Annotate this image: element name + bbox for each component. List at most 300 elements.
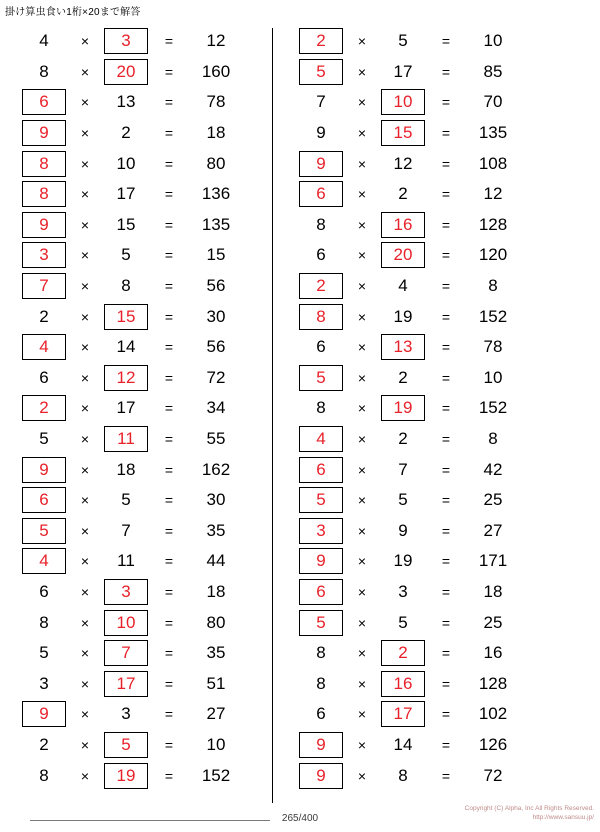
product-value: 35 [206,520,226,540]
operand-a [295,151,347,177]
multiply-icon: × [357,583,367,600]
answer-box[interactable]: 4 [22,334,66,360]
multiply-icon: × [357,155,367,172]
problem-row [295,271,539,302]
operand-a-value: 7 [316,92,326,112]
operand-b [100,242,152,268]
operand-b [100,28,152,54]
operand-b-value: 15 [116,214,136,234]
equals-icon: = [441,125,451,142]
operand-b-value: 5 [398,490,408,510]
operand-a [295,579,347,605]
equals-icon: = [441,736,451,753]
operand-b-value: 3 [398,581,408,601]
answer-box[interactable]: 3 [22,242,66,268]
equals-icon: = [164,186,174,203]
problem-row [295,210,539,241]
equals-icon: = [441,675,451,692]
answer-box[interactable]: 5 [299,59,343,85]
product-value: 27 [483,520,503,540]
problem-row [18,26,266,57]
operand-b [377,610,429,636]
multiply-icon: × [80,675,90,692]
answer-box[interactable]: 9 [299,732,343,758]
copyright-line-1: Copyright (C) Alpha, Inc All Rights Reserved. [464,805,594,812]
operand-b [100,487,152,513]
multiply-icon: × [80,431,90,448]
operand-b [377,212,429,238]
operand-a-value: 8 [316,643,326,663]
answer-box[interactable]: 7 [104,640,148,666]
problem-row [295,57,539,88]
multiply-icon: × [80,369,90,386]
answer-box[interactable]: 5 [104,732,148,758]
equals-icon: = [441,400,451,417]
operand-a [18,334,70,360]
product-value: 8 [488,429,498,449]
problem-row [295,301,539,332]
multiply-icon: × [80,339,90,356]
operand-b [377,548,429,574]
answer-box[interactable]: 19 [104,763,148,789]
answer-box[interactable]: 2 [299,273,343,299]
operand-b-value: 5 [121,490,131,510]
multiply-icon: × [357,94,367,111]
answer-box[interactable]: 3 [104,28,148,54]
problem-row [18,179,266,210]
product-value: 27 [206,704,226,724]
multiply-icon: × [80,492,90,509]
operand-a [295,334,347,360]
operand-a [295,763,347,789]
problem-row [295,516,539,547]
answer-box[interactable]: 5 [299,610,343,636]
operand-a [18,28,70,54]
problem-row [295,424,539,455]
operand-b [377,89,429,115]
equals-icon: = [441,94,451,111]
answer-box[interactable]: 2 [22,395,66,421]
problem-row [295,760,539,791]
answer-box[interactable]: 15 [381,120,425,146]
operand-b [377,701,429,727]
problem-row [295,668,539,699]
problem-row [295,148,539,179]
multiply-icon: × [80,247,90,264]
answer-box[interactable]: 9 [22,457,66,483]
multiply-icon: × [357,125,367,142]
answer-box[interactable]: 19 [381,395,425,421]
product-value: 25 [483,490,503,510]
answer-box[interactable]: 5 [299,487,343,513]
operand-a-value: 8 [39,61,49,81]
product-value: 51 [206,673,226,693]
problem-row [18,454,266,485]
multiply-icon: × [357,247,367,264]
answer-box[interactable]: 10 [104,610,148,636]
multiply-icon: × [80,278,90,295]
operand-a [18,426,70,452]
operand-b [100,304,152,330]
product-value: 72 [206,367,226,387]
operand-b-value: 5 [398,612,408,632]
equals-icon: = [441,431,451,448]
operand-a [18,59,70,85]
operand-b-value: 8 [398,765,408,785]
answer-box[interactable]: 9 [22,701,66,727]
product-value: 136 [201,184,231,204]
operand-a-value: 5 [39,643,49,663]
problem-row [295,179,539,210]
multiply-icon: × [80,400,90,417]
operand-b [377,487,429,513]
equals-icon: = [441,308,451,325]
problem-row [18,516,266,547]
problem-row [18,301,266,332]
problem-row [295,393,539,424]
operand-b [100,273,152,299]
equals-icon: = [441,63,451,80]
operand-b [377,732,429,758]
operand-b [100,212,152,238]
operand-b [100,640,152,666]
problem-row [18,118,266,149]
problem-row [295,240,539,271]
operand-a [295,120,347,146]
operand-b [100,518,152,544]
answer-box[interactable]: 2 [299,28,343,54]
operand-b [377,457,429,483]
equals-icon: = [441,645,451,662]
product-value: 152 [478,306,508,326]
operand-b-value: 19 [393,306,413,326]
operand-a [18,273,70,299]
answer-box[interactable]: 6 [299,181,343,207]
equals-icon: = [164,767,174,784]
equals-icon: = [441,553,451,570]
problem-row [18,363,266,394]
operand-a [295,457,347,483]
operand-b [377,120,429,146]
product-value: 12 [206,31,226,51]
equals-icon: = [441,155,451,172]
multiply-icon: × [357,645,367,662]
operand-a [295,701,347,727]
answer-box[interactable]: 3 [299,518,343,544]
operand-b [100,610,152,636]
operand-b-value: 7 [398,459,408,479]
operand-b [100,763,152,789]
operand-b-value: 14 [116,337,136,357]
operand-b-value: 2 [398,184,408,204]
problem-row [295,730,539,761]
equals-icon: = [164,461,174,478]
operand-a-value: 5 [39,429,49,449]
multiply-icon: × [357,492,367,509]
operand-b [100,395,152,421]
operand-a-value: 6 [316,337,326,357]
answer-box[interactable]: 20 [104,59,148,85]
operand-a [295,242,347,268]
multiply-icon: × [80,767,90,784]
equals-icon: = [164,369,174,386]
operand-a [18,732,70,758]
answer-box[interactable]: 17 [381,701,425,727]
operand-b [100,671,152,697]
answer-box[interactable]: 9 [299,763,343,789]
equals-icon: = [441,186,451,203]
equals-icon: = [441,369,451,386]
answer-box[interactable]: 16 [381,671,425,697]
answer-box[interactable]: 15 [104,304,148,330]
equals-icon: = [164,33,174,50]
problem-row [295,607,539,638]
problem-row [18,148,266,179]
multiply-icon: × [357,736,367,753]
problem-row [295,485,539,516]
operand-b [100,579,152,605]
operand-a [295,304,347,330]
multiply-icon: × [80,645,90,662]
operand-a-value: 8 [316,214,326,234]
problem-row [18,699,266,730]
equals-icon: = [441,614,451,631]
equals-icon: = [441,492,451,509]
answer-box[interactable]: 9 [299,151,343,177]
multiply-icon: × [357,553,367,570]
equals-icon: = [164,339,174,356]
multiply-icon: × [80,706,90,723]
operand-b-value: 5 [121,245,131,265]
multiply-icon: × [80,94,90,111]
equals-icon: = [441,583,451,600]
multiply-icon: × [80,614,90,631]
operand-a [18,304,70,330]
problem-row [18,87,266,118]
problem-row [18,577,266,608]
product-value: 10 [206,734,226,754]
multiply-icon: × [357,400,367,417]
equals-icon: = [164,583,174,600]
equals-icon: = [164,308,174,325]
product-value: 160 [201,61,231,81]
problem-row [18,424,266,455]
problem-column-left [0,26,272,803]
operand-a [295,273,347,299]
operand-b [100,89,152,115]
equals-icon: = [164,278,174,295]
equals-icon: = [441,767,451,784]
operand-a [18,548,70,574]
answer-box[interactable]: 2 [381,640,425,666]
operand-a [18,487,70,513]
operand-a [295,89,347,115]
operand-b [377,365,429,391]
operand-b [377,59,429,85]
equals-icon: = [164,492,174,509]
answer-box[interactable]: 6 [299,579,343,605]
multiply-icon: × [80,125,90,142]
equals-icon: = [164,155,174,172]
operand-a [18,610,70,636]
problem-row [295,699,539,730]
equals-icon: = [164,94,174,111]
equals-icon: = [164,553,174,570]
problem-row [295,638,539,669]
multiply-icon: × [80,461,90,478]
equals-icon: = [164,736,174,753]
multiply-icon: × [357,614,367,631]
problem-row [18,485,266,516]
answer-box[interactable]: 13 [381,334,425,360]
operand-a [295,28,347,54]
answer-box[interactable]: 5 [22,518,66,544]
product-value: 78 [206,92,226,112]
operand-a-value: 2 [39,306,49,326]
operand-b-value: 2 [398,367,408,387]
answer-box[interactable]: 20 [381,242,425,268]
product-value: 15 [206,245,226,265]
operand-b [377,671,429,697]
problem-row [18,332,266,363]
operand-a [18,579,70,605]
product-value: 72 [483,765,503,785]
multiply-icon: × [357,675,367,692]
operand-a [18,181,70,207]
operand-b [100,120,152,146]
problem-row [18,730,266,761]
product-value: 108 [478,153,508,173]
answer-box[interactable]: 10 [381,89,425,115]
problem-row [295,363,539,394]
answer-box[interactable]: 6 [22,89,66,115]
answer-box[interactable]: 3 [104,579,148,605]
answer-box[interactable]: 12 [104,365,148,391]
product-value: 16 [483,643,503,663]
problem-column-right [273,26,545,803]
operand-b-value: 8 [121,276,131,296]
page-number: 265/400 [281,813,319,824]
answer-box[interactable]: 8 [22,181,66,207]
product-value: 56 [206,337,226,357]
answer-box[interactable]: 9 [22,120,66,146]
operand-a [18,395,70,421]
product-value: 102 [478,704,508,724]
operand-b [377,763,429,789]
product-value: 18 [483,581,503,601]
multiply-icon: × [80,522,90,539]
problem-row [18,210,266,241]
operand-a [295,610,347,636]
problem-row [295,26,539,57]
operand-b [377,334,429,360]
product-value: 135 [478,123,508,143]
product-value: 85 [483,61,503,81]
answer-box[interactable]: 17 [104,671,148,697]
problem-row [18,393,266,424]
problem-row [18,546,266,577]
operand-a [18,242,70,268]
operand-a-value: 9 [316,123,326,143]
equals-icon: = [164,400,174,417]
answer-box[interactable]: 16 [381,212,425,238]
operand-a-value: 4 [39,31,49,51]
answer-box[interactable]: 5 [299,365,343,391]
operand-b [377,579,429,605]
product-value: 18 [206,123,226,143]
answer-box[interactable]: 9 [299,548,343,574]
answer-box[interactable]: 4 [299,426,343,452]
operand-b [377,181,429,207]
product-value: 128 [478,214,508,234]
problem-row [18,638,266,669]
operand-a [295,365,347,391]
equals-icon: = [441,461,451,478]
answer-box[interactable]: 8 [299,304,343,330]
multiply-icon: × [80,216,90,233]
equals-icon: = [164,247,174,264]
multiply-icon: × [357,706,367,723]
multiply-icon: × [80,155,90,172]
answer-box[interactable]: 8 [22,151,66,177]
operand-a-value: 6 [39,367,49,387]
operand-a-value: 6 [316,245,326,265]
equals-icon: = [441,247,451,264]
equals-icon: = [441,216,451,233]
product-value: 152 [201,765,231,785]
problem-columns [0,26,600,803]
operand-a [295,181,347,207]
product-value: 128 [478,673,508,693]
answer-box[interactable]: 4 [22,548,66,574]
product-value: 80 [206,153,226,173]
operand-b [100,732,152,758]
page-title: 掛け算虫食い1桁×20まで解答 [5,7,141,18]
equals-icon: = [441,339,451,356]
equals-icon: = [441,278,451,295]
equals-icon: = [441,522,451,539]
operand-b [377,395,429,421]
problem-row [18,668,266,699]
operand-a [18,671,70,697]
operand-a [18,640,70,666]
multiply-icon: × [357,767,367,784]
equals-icon: = [164,645,174,662]
answer-box[interactable]: 7 [22,273,66,299]
product-value: 80 [206,612,226,632]
product-value: 171 [478,551,508,571]
answer-box[interactable]: 6 [22,487,66,513]
operand-b-value: 7 [121,520,131,540]
operand-b [377,242,429,268]
multiply-icon: × [80,553,90,570]
operand-b-value: 17 [116,398,136,418]
product-value: 35 [206,643,226,663]
answer-box[interactable]: 11 [104,426,148,452]
problem-row [295,546,539,577]
answer-box[interactable]: 9 [22,212,66,238]
multiply-icon: × [357,369,367,386]
operand-a [295,395,347,421]
product-value: 44 [206,551,226,571]
operand-a [295,548,347,574]
multiply-icon: × [80,33,90,50]
operand-a [18,763,70,789]
operand-b-value: 17 [116,184,136,204]
answer-box[interactable]: 6 [299,457,343,483]
equals-icon: = [164,63,174,80]
equals-icon: = [441,33,451,50]
